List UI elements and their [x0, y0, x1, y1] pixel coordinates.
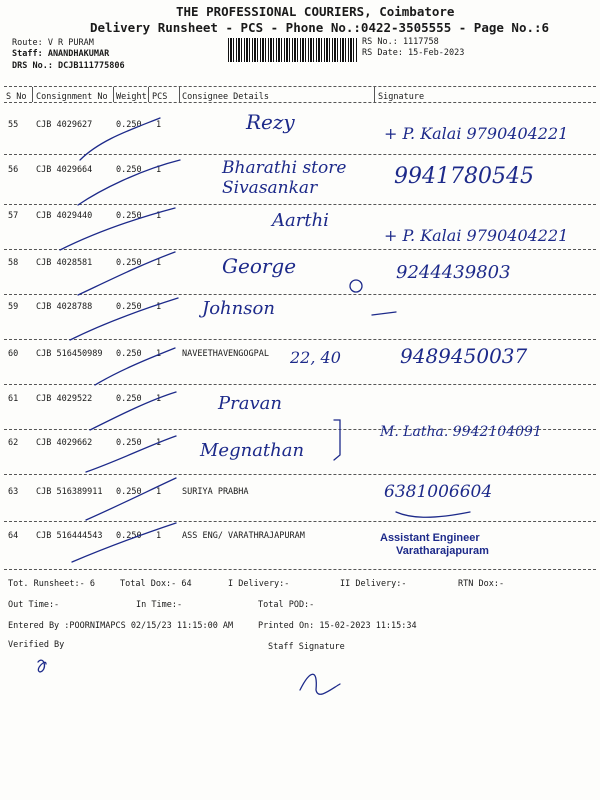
row-consignment: CJB 4028788 — [36, 302, 93, 312]
col-consignee: Consignee Details — [182, 92, 269, 102]
row-handwritten-name: George — [222, 254, 297, 278]
rs-date: RS Date: 15-Feb-2023 — [362, 48, 465, 58]
col-signature: Signature — [378, 92, 425, 102]
row-weight: 0.250 — [116, 120, 142, 130]
row-pcs: 1 — [156, 302, 162, 312]
row-weight: 0.250 — [116, 438, 142, 448]
row-sno: 58 — [8, 258, 19, 268]
row-weight: 0.250 — [116, 349, 142, 359]
row-handwritten-signature: M. Latha. 9942104091 — [380, 424, 542, 440]
row-consignment: CJB 4029440 — [36, 211, 93, 221]
row-pcs: 1 — [156, 531, 162, 541]
row-weight: 0.250 — [116, 531, 142, 541]
drs-number: DRS No.: DCJB111775806 — [12, 61, 125, 71]
col-weight: Weight — [116, 92, 147, 102]
row-consignment: CJB 516444543 — [36, 531, 103, 541]
staff-label: Staff: ANANDHAKUMAR — [12, 49, 110, 59]
row-handwritten-signature: 9489450037 — [400, 344, 528, 368]
row-weight: 0.250 — [116, 487, 142, 497]
row-handwritten-name: Aarthi — [272, 210, 329, 231]
row-sno: 55 — [8, 120, 19, 130]
row-handwritten-name: Johnson — [202, 298, 275, 319]
row-pcs: 1 — [156, 258, 162, 268]
verified-by: Verified By — [8, 640, 65, 650]
col-consignment: Consignment No — [36, 92, 108, 102]
stamp-line2: Varatharajapuram — [396, 545, 489, 557]
row-pcs: 1 — [156, 211, 162, 221]
row-handwritten-signature: 6381006604 — [384, 482, 493, 502]
out-time: Out Time:- — [8, 600, 60, 610]
row-sno: 59 — [8, 302, 19, 312]
row-consignment: CJB 516389911 — [36, 487, 103, 497]
row-pcs: 1 — [156, 487, 162, 497]
row-consignment: CJB 4029522 — [36, 394, 93, 404]
stamp-line1: Assistant Engineer — [380, 532, 480, 544]
row-sno: 63 — [8, 487, 19, 497]
staff-signature-label: Staff Signature — [268, 642, 345, 652]
company-title: THE PROFESSIONAL COURIERS, Coimbatore — [176, 4, 455, 19]
runsheet-title: Delivery Runsheet - PCS - Phone No.:0422-3505555 - Page No.:6 — [90, 20, 550, 35]
row-consignment: CJB 4029664 — [36, 165, 93, 175]
row-pcs: 1 — [156, 120, 162, 130]
row-weight: 0.250 — [116, 394, 142, 404]
in-time: In Time:- — [136, 600, 183, 610]
row-weight: 0.250 — [116, 302, 142, 312]
row-consignee-details: SURIYA PRABHA — [182, 487, 249, 497]
row-handwritten-signature: 9244439803 — [396, 262, 511, 283]
total-pod: Total POD:- — [258, 600, 315, 610]
ii-delivery: II Delivery:- — [340, 579, 407, 589]
printed-on: Printed On: 15-02-2023 11:15:34 — [258, 621, 417, 631]
row-pcs: 1 — [156, 394, 162, 404]
row-sno: 62 — [8, 438, 19, 448]
i-delivery: I Delivery:- — [228, 579, 290, 589]
row-weight: 0.250 — [116, 211, 142, 221]
row-consignment: CJB 4028581 — [36, 258, 93, 268]
row-handwritten-signature: + P. Kalai 9790404221 — [384, 226, 569, 245]
row-pcs: 1 — [156, 349, 162, 359]
row-sno: 61 — [8, 394, 19, 404]
row-sno: 57 — [8, 211, 19, 221]
route-label: Route: V R PURAM — [12, 38, 94, 48]
entered-by: Entered By :POORNIMAPCS 02/15/23 11:15:00 AM — [8, 621, 234, 631]
row-consignment: CJB 4029627 — [36, 120, 93, 130]
rtn-dox: RTN Dox:- — [458, 579, 505, 589]
total-runsheet: Tot. Runsheet:- 6 — [8, 579, 95, 589]
row-handwritten-signature: + P. Kalai 9790404221 — [384, 124, 569, 143]
row-handwritten-name: Rezy — [246, 110, 295, 134]
col-pcs: PCS — [152, 92, 168, 102]
row-consignment: CJB 516450989 — [36, 349, 103, 359]
rs-number: RS No.: 1117758 — [362, 37, 439, 47]
row-handwritten-signature: 9941780545 — [394, 164, 534, 189]
row-consignee-details: ASS ENG/ VARATHRAJAPURAM — [182, 531, 305, 541]
row-sno: 60 — [8, 349, 19, 359]
row-handwritten-name: Pravan — [218, 393, 282, 414]
row-handwritten-name: 22, 40 — [290, 348, 341, 367]
total-dox: Total Dox:- 64 — [120, 579, 192, 589]
row-sno: 64 — [8, 531, 19, 541]
row-weight: 0.250 — [116, 258, 142, 268]
row-sno: 56 — [8, 165, 19, 175]
row-handwritten-name: Bharathi store Sivasankar — [222, 158, 347, 198]
row-handwritten-name: Megnathan — [200, 440, 305, 461]
row-pcs: 1 — [156, 438, 162, 448]
row-consignment: CJB 4029662 — [36, 438, 93, 448]
row-consignee-details: NAVEETHAVENGOGPAL — [182, 349, 269, 359]
col-sno: S No — [6, 92, 27, 102]
row-weight: 0.250 — [116, 165, 142, 175]
row-pcs: 1 — [156, 165, 162, 175]
